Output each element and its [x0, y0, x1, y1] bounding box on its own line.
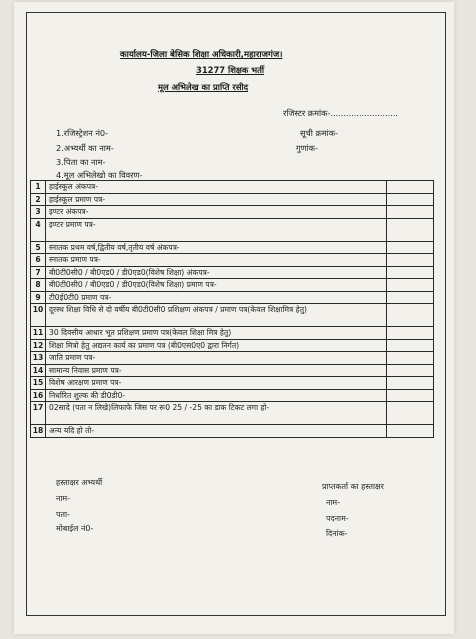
- document-name: हाईस्कूल प्रमाण पत्र-: [46, 193, 387, 206]
- receiver-name-label: नाम-: [326, 498, 340, 507]
- candidate-signature-label: हस्ताक्षर अभ्यर्थी: [56, 478, 103, 487]
- document-name: निर्धारित शुल्क की डी0डी0-: [46, 389, 387, 402]
- row-number: 8: [31, 279, 46, 292]
- document-row: [31, 291, 434, 304]
- row-number: 7: [31, 266, 46, 279]
- document-row: [31, 218, 434, 241]
- document-name: इण्टर प्रमाण पत्र-: [46, 218, 387, 241]
- registration-number-label: 1.रजिस्ट्रेशन नं0-: [56, 128, 109, 138]
- remarks-cell: [387, 206, 434, 219]
- remarks-cell: [387, 364, 434, 377]
- document-row: [31, 254, 434, 267]
- remarks-cell: [387, 339, 434, 352]
- row-number: 12: [31, 339, 46, 352]
- document-name: हाईस्कूल अंकपत्र-: [46, 181, 387, 194]
- office-heading: कार्यालय-जिला बेसिक शिक्षा अधिकारी,महाराजगंज।: [120, 50, 283, 60]
- document-row: [31, 304, 434, 327]
- document-name: सामान्य निवास प्रमाण पत्र-: [46, 364, 387, 377]
- documents-details-label: 4.मूल अभिलेखो का विवरण-: [56, 170, 143, 180]
- row-number: 4: [31, 218, 46, 241]
- remarks-cell: [387, 291, 434, 304]
- recruitment-heading: 31277 शिक्षक भर्ती: [196, 65, 265, 75]
- receiver-designation-label: पदनाम-: [326, 514, 349, 523]
- document-row: [31, 241, 434, 254]
- register-number: रजिस्टर क्रमांक-..........................: [283, 108, 399, 118]
- receiver-date-label: दिनांक-: [326, 529, 348, 538]
- receiver-signature-label: प्राप्तकर्ता का हस्ताक्षर: [322, 482, 384, 491]
- remarks-cell: [387, 425, 434, 438]
- document-row: [31, 181, 434, 194]
- remarks-cell: [387, 402, 434, 425]
- document-row: [31, 327, 434, 340]
- document-row: [31, 266, 434, 279]
- candidate-name-label: 2.अभ्यर्थी का नाम-: [56, 143, 114, 153]
- row-number: 11: [31, 327, 46, 340]
- document-row: [31, 402, 434, 425]
- document-row: [31, 364, 434, 377]
- row-number: 14: [31, 364, 46, 377]
- remarks-cell: [387, 304, 434, 327]
- row-number: 2: [31, 193, 46, 206]
- remarks-cell: [387, 266, 434, 279]
- document-name: टी0ई0टी0 प्रमाण पत्र-: [46, 291, 387, 304]
- remarks-cell: [387, 254, 434, 267]
- row-number: 1: [31, 181, 46, 194]
- remarks-cell: [387, 193, 434, 206]
- row-number: 17: [31, 402, 46, 425]
- remarks-cell: [387, 377, 434, 390]
- remarks-cell: [387, 352, 434, 365]
- father-name-label: 3.पिता का नाम-: [56, 157, 106, 167]
- document-name: बी0टी0सी0 / बी0एड0 / डी0एड0(विशेष शिक्षा) अंकपत्र-: [46, 266, 387, 279]
- row-number: 3: [31, 206, 46, 219]
- row-number: 9: [31, 291, 46, 304]
- candidate-mobile-label: मोबाईल नं0-: [56, 524, 94, 533]
- document-name: अन्य यदि हो तो-: [46, 425, 387, 438]
- document-name: स्नातक प्रथम वर्ष,द्वितीय वर्ष,तृतीय वर्ष अंकपत्र-: [46, 241, 387, 254]
- document-name: शिक्षा मित्रो हेतु अद्यतन कार्य का प्रमाण पत्र (बी0एस0ए0 द्वारा निर्गत): [46, 339, 387, 352]
- document-name: बी0टी0सी0 / बी0एड0 / डी0एड0(विशेष शिक्षा) प्रमाण पत्र-: [46, 279, 387, 292]
- row-number: 13: [31, 352, 46, 365]
- list-number-label: सूची क्रमांक-: [300, 128, 339, 138]
- candidate-address-label: पता-: [56, 510, 70, 519]
- document-name: इण्टर अंकपत्र-: [46, 206, 387, 219]
- row-number: 16: [31, 389, 46, 402]
- document-name: 02सादे (पता न लिखे)लिफाफे जिस पर रू0 25 / -25 का डाक टिकट लगा हो-: [46, 402, 387, 425]
- remarks-cell: [387, 218, 434, 241]
- receipt-title: मूल अभिलेख का प्राप्ति रसीद: [158, 82, 249, 92]
- document-name: 30 दिवसीय आधार भूत प्रशिक्षण प्रमाण पत्र(केवल शिक्षा मित्र हेतु): [46, 327, 387, 340]
- remarks-cell: [387, 241, 434, 254]
- remarks-cell: [387, 389, 434, 402]
- row-number: 6: [31, 254, 46, 267]
- document-row: [31, 389, 434, 402]
- row-number: 5: [31, 241, 46, 254]
- document-name: जाति प्रमाण पत्र-: [46, 352, 387, 365]
- candidate-name-footer: नाम-: [56, 494, 70, 503]
- document-name: दूरस्थ शिक्षा विधि से दो वर्षीय बी0टी0सी0 प्रशिक्षण अंकपत्र / प्रमाण पत्र(केवल शिक्षामित्र हेतु): [46, 304, 387, 327]
- document-row: [31, 206, 434, 219]
- row-number: 18: [31, 425, 46, 438]
- remarks-cell: [387, 279, 434, 292]
- document-row: [31, 377, 434, 390]
- document-row: [31, 352, 434, 365]
- document-row: [31, 339, 434, 352]
- document-row: [31, 425, 434, 438]
- document-row: [31, 193, 434, 206]
- remarks-cell: [387, 181, 434, 194]
- documents-table: [30, 180, 434, 438]
- merit-label: गुणांक-: [296, 143, 318, 153]
- row-number: 15: [31, 377, 46, 390]
- document-row: [31, 279, 434, 292]
- row-number: 10: [31, 304, 46, 327]
- document-name: स्नातक प्रमाण पत्र-: [46, 254, 387, 267]
- remarks-cell: [387, 327, 434, 340]
- document-name: विशेष आरक्षण प्रमाण पत्र-: [46, 377, 387, 390]
